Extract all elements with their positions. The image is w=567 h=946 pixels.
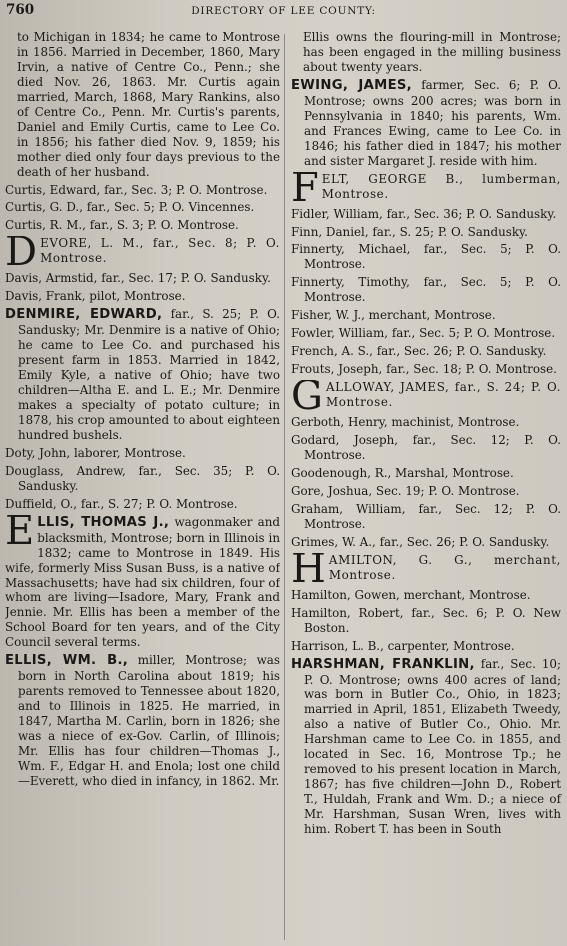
entry-goodenough-r: Goodenough, R., Marshal, Montrose. — [291, 465, 514, 480]
drop-cap-e: E — [5, 514, 35, 554]
entry-gerboth-henry: Gerboth, Henry, machinist, Montrose. — [291, 415, 520, 430]
drop-cap-d: D — [5, 236, 38, 269]
denmire-name: DENMIRE, EDWARD, — [5, 307, 163, 323]
entry-godard-joseph: Godard, Joseph, far., Sec. 12; P. O. Montrose. — [291, 433, 561, 463]
entry-devore — [5, 236, 280, 268]
entry-curtis-edward: Curtis, Edward, far., Sec. 3; P. O. Montrose. — [5, 182, 268, 197]
entry-curtis-continued: to Michigan in 1834; he came to Montrose in 1856. Married in December, 1860, Mary Irvin, a native of Centre Co., Penn.; she died Nov. 26, 1863. Mr. Curtis again married, March, 1868, Mary Rankins, also of Centre Co., Penn. Mr. Curtis's parents, Daniel and Emily Curtis, came to Lee Co. in 1856; his father died Nov. 9, 1859; his mother died only four days previous to the death of her husband. — [17, 30, 280, 179]
entry-duffield-o: Duffield, O., far., S. 27; P. O. Montrose. — [5, 496, 238, 511]
entry-grimes-wa: Grimes, W. A., far., Sec. 26; P. O. Sandusky. — [291, 534, 550, 549]
harshman-name: HARSHMAN, FRANKLIN, — [291, 656, 475, 672]
denmire-text: far., S. 25; P. O. Sandusky; Mr. Denmire is a native of Ohio; he came to Lee Co. and purchased his present farm in 1853. Married in 1842, Emily Kyle, a native of Ohio; have two children—Altha E. and L. E.; Mr. Denmire makes a specialty of potato culture; in 1878, his crop amounted to about eighteen hundred bushels. — [18, 307, 281, 442]
galloway-text: ALLOWAY, JAMES, far., S. 24; P. O. Montrose. — [325, 380, 561, 410]
column-divider — [284, 34, 285, 940]
entry-graham-william: Graham, William, far., Sec. 12; P. O. Montrose. — [291, 501, 561, 531]
entry-harshman — [291, 657, 561, 837]
entry-hamilton-gg — [291, 553, 561, 585]
entry-hamilton-robert: Hamilton, Robert, far., Sec. 6; P. O. New Boston. — [291, 605, 561, 635]
entry-ellis-continued: Ellis owns the flouring-mill in Montrose; has been engaged in the milling business about twenty years. — [303, 30, 561, 74]
entry-finn-daniel: Finn, Daniel, far., S. 25; P. O. Sandusky. — [291, 224, 528, 239]
entry-davis-armstid: Davis, Armstid, far., Sec. 17; P. O. Sandusky. — [5, 271, 271, 286]
entry-finnerty-timothy: Finnerty, Timothy, far., Sec. 5; P. O. Montrose. — [291, 275, 561, 305]
entry-felt — [291, 172, 561, 204]
page-number: 760 — [6, 2, 35, 18]
left-column — [5, 30, 280, 792]
devore-text: EVORE, L. M., far., Sec. 8; P. O. Montrose. — [40, 236, 280, 266]
ellis-thomas-name: LLIS, THOMAS J., — [37, 514, 170, 530]
page-header — [0, 0, 567, 22]
entry-curtis-rm: Curtis, R. M., far., S. 3; P. O. Montrose. — [5, 218, 239, 233]
entry-fowler-william: Fowler, William, far., Sec. 5; P. O. Montrose. — [291, 326, 556, 341]
ellis-thomas-text: wagonmaker and blacksmith, Montrose; born in Illinois in 1832; came to Montrose in 1849. His wife, formerly Miss Susan Buss, is a native of Massachusetts; have had six children, four of whom are living—Isadore, Mary, Frank and Jennie. Mr. Ellis has been a member of the School Board for ten years, and of the City Council several terms. — [5, 514, 280, 650]
felt-text: ELT, GEORGE B., lumberman, Montrose. — [321, 171, 561, 201]
ewing-name: EWING, JAMES, — [291, 77, 412, 93]
hamilton-gg-text: AMILTON, G. G., merchant, Montrose. — [328, 552, 561, 582]
drop-cap-h: H — [291, 552, 326, 585]
ewing-text: farmer, Sec. 6; P. O. Montrose; owns 200 acres; was born in Pennsylvania in 1840; his parents, Wm. and Frances Ewing, came to Lee Co. in 1846; his father died in 1847; his mother and sister Margaret J. reside with him. — [304, 77, 562, 168]
ellis-wm-name: ELLIS, WM. B., — [5, 653, 129, 669]
harshman-text: far., Sec. 10; P. O. Montrose; owns 400 acres of land; was born in Butler Co., Ohio, in 1823; married in April, 1851, Elizabeth Tweedy, also a native of Butler Co., Ohio. Mr. Harshman came to Lee Co. in 1855, and located in Sec. 16, Montrose Tp.; he removed to his present location in March, 1867; has five children—John D., Robert T., Huldah, Frank and Wm. D.; a niece of Mr. Harshman, Susan Wren, lives with him. Robert T. has been in South — [304, 656, 561, 837]
entry-frouts-joseph: Frouts, Joseph, far., Sec. 18; P. O. Montrose. — [291, 362, 557, 377]
running-title: DIRECTORY OF LEE COUNTY: — [191, 5, 376, 17]
entry-denmire — [5, 307, 280, 443]
entry-hamilton-gowen: Hamilton, Gowen, merchant, Montrose. — [291, 587, 531, 602]
entry-davis-frank: Davis, Frank, pilot, Montrose. — [5, 289, 186, 304]
right-column — [291, 30, 561, 840]
drop-cap-f: F — [291, 171, 319, 204]
entry-fisher-wj: Fisher, W. J., merchant, Montrose. — [291, 308, 496, 323]
entry-ellis-thomas — [5, 515, 280, 651]
entry-finnerty-michael: Finnerty, Michael, far., Sec. 5; P. O. Montrose. — [291, 242, 561, 272]
ellis-wm-text: miller, Montrose; was born in North Carolina about 1819; his parents removed to Tennessee about 1820, and to Illinois in 1825. He married, in 1847, Martha M. Carlin, born in 1826; she was a niece of ex-Gov. Carlin, of Illinois; Mr. Ellis has four children—Thomas J., Wm. F., Edgar H. and Enola; lost one child—Everett, who died in infancy, in 1862. Mr. — [18, 653, 280, 788]
drop-cap-g: G — [291, 380, 323, 413]
entry-french-as: French, A. S., far., Sec. 26; P. O. Sandusky. — [291, 344, 547, 359]
entry-ellis-wm — [5, 653, 280, 789]
entry-doty-john: Doty, John, laborer, Montrose. — [5, 445, 186, 460]
entry-ewing — [291, 78, 561, 169]
entry-galloway — [291, 380, 561, 412]
entry-douglass-andrew: Douglass, Andrew, far., Sec. 35; P. O. Sandusky. — [5, 463, 280, 493]
entry-curtis-gd: Curtis, G. D., far., Sec. 5; P. O. Vincennes. — [5, 200, 255, 215]
entry-gore-joshua: Gore, Joshua, Sec. 19; P. O. Montrose. — [291, 483, 520, 498]
entry-fidler-william: Fidler, William, far., Sec. 36; P. O. Sandusky. — [291, 206, 557, 221]
entry-harrison-lb: Harrison, L. B., carpenter, Montrose. — [291, 638, 515, 653]
